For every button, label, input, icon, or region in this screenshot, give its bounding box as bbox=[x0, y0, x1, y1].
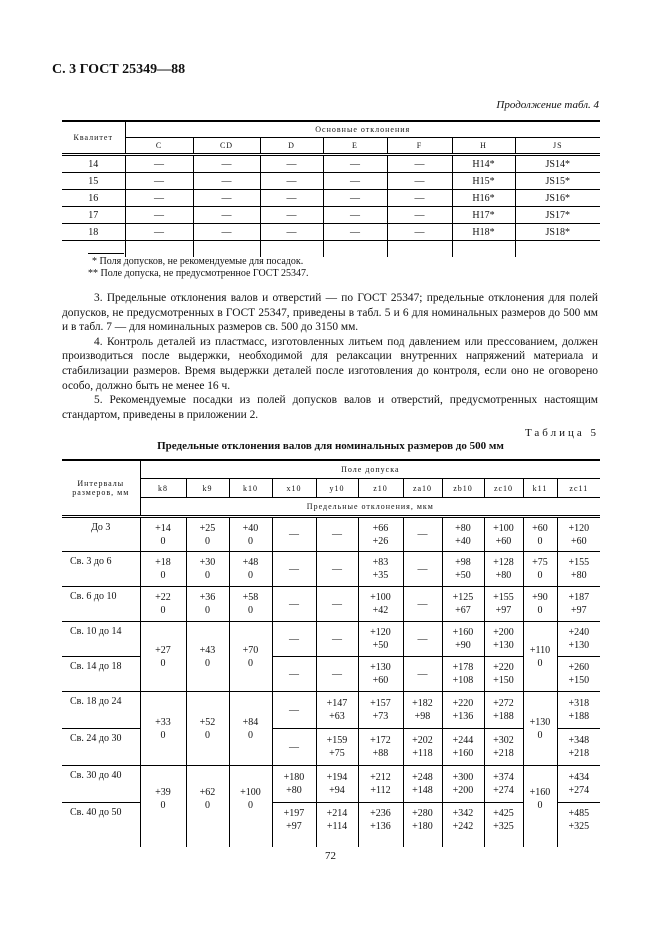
value-lower: 0 bbox=[205, 605, 210, 616]
value-upper: — bbox=[332, 529, 342, 540]
value-upper: +58 bbox=[242, 592, 259, 603]
value-upper: +155 bbox=[493, 592, 514, 603]
value-lower: 0 bbox=[248, 800, 253, 811]
table4-cell: — bbox=[125, 173, 193, 190]
value-lower: +188 bbox=[493, 711, 514, 722]
value-lower: 0 bbox=[205, 535, 210, 547]
table-row bbox=[62, 622, 600, 657]
table4-cell: — bbox=[193, 155, 260, 173]
value-upper: +80 bbox=[455, 522, 471, 534]
value-upper: +18 bbox=[155, 557, 171, 568]
table4-cell: — bbox=[260, 224, 323, 241]
value-upper: +48 bbox=[242, 557, 259, 568]
value-upper: +83 bbox=[372, 557, 389, 568]
value-lower: 0 bbox=[160, 570, 166, 581]
value-lower: +218 bbox=[493, 748, 514, 759]
value-upper: — bbox=[332, 633, 342, 645]
value-upper: +236 bbox=[370, 808, 391, 819]
value-upper: +84 bbox=[242, 716, 259, 728]
table4-cell: — bbox=[323, 224, 387, 241]
value-upper: +342 bbox=[452, 808, 474, 819]
value-lower: +136 bbox=[370, 821, 391, 832]
value-lower: +40 bbox=[455, 535, 471, 547]
value-upper: +318 bbox=[568, 698, 590, 709]
table4-col-header: JS bbox=[515, 138, 600, 155]
value-lower: +80 bbox=[286, 785, 302, 796]
value-lower: 0 bbox=[248, 657, 253, 669]
table5-col-header: k8 bbox=[140, 479, 186, 498]
value-lower: +26 bbox=[372, 535, 389, 547]
paragraph-3: 3. Предельные отклонения валов и отверстий — по ГОСТ 25347; предельные отклонения для полей допусков, не предусмотренных в ГОСТ 25347, приведены в табл. 5 и 6 для номинальных размеров до 500 мм и в табл. 7 — для номинальных размеров св. 500 до 3150 мм. bbox=[62, 292, 598, 334]
body-text bbox=[62, 291, 598, 422]
value-lower: +180 bbox=[412, 821, 433, 832]
table-row bbox=[62, 587, 600, 622]
table-5 bbox=[62, 459, 600, 847]
table4-cell: — bbox=[323, 173, 387, 190]
interval: Св. 40 до 50 bbox=[70, 807, 122, 818]
value-lower: +60 bbox=[372, 675, 389, 686]
table4-cell: — bbox=[323, 155, 387, 173]
value-upper: — bbox=[289, 598, 299, 610]
table-row bbox=[62, 155, 600, 173]
value-upper: +159 bbox=[326, 735, 348, 746]
value-lower: +200 bbox=[452, 785, 474, 796]
value-lower: 0 bbox=[537, 729, 543, 741]
value-upper: +302 bbox=[493, 735, 514, 746]
value-upper: +100 bbox=[370, 592, 391, 603]
table4-cell: — bbox=[260, 155, 323, 173]
value-lower: +73 bbox=[372, 711, 389, 722]
interval: До 3 bbox=[62, 517, 140, 552]
value-upper: +172 bbox=[370, 735, 391, 746]
value-lower: +148 bbox=[412, 785, 433, 796]
table4-col-header: H bbox=[452, 138, 515, 155]
value-lower: +63 bbox=[329, 711, 345, 722]
value-upper: +43 bbox=[199, 644, 216, 656]
table4-col-header: CD bbox=[193, 138, 260, 155]
value-lower: +160 bbox=[452, 748, 474, 759]
value-lower: +118 bbox=[412, 748, 433, 759]
value-lower: +114 bbox=[326, 821, 348, 832]
table4-cell: — bbox=[193, 190, 260, 207]
interval: Св. 6 до 10 bbox=[62, 587, 140, 622]
footnote-1: * Поля допусков, не рекомендуемые для посадок. bbox=[92, 256, 304, 267]
table-row bbox=[62, 190, 600, 207]
value-lower: 0 bbox=[248, 570, 253, 581]
value-lower: +108 bbox=[452, 675, 474, 686]
value-lower: +50 bbox=[372, 640, 389, 651]
table4-cell: — bbox=[125, 224, 193, 241]
value-lower: +218 bbox=[568, 748, 590, 759]
value-lower: +130 bbox=[493, 640, 514, 651]
value-upper: +66 bbox=[372, 522, 389, 534]
table5-col-header: k10 bbox=[229, 479, 272, 498]
value-lower: +130 bbox=[568, 640, 590, 651]
value-upper: +98 bbox=[455, 557, 471, 568]
value-upper: — bbox=[417, 668, 428, 680]
table-row bbox=[62, 207, 600, 224]
value-upper: +182 bbox=[412, 698, 433, 709]
table4-kval: 18 bbox=[62, 224, 125, 241]
value-lower: +136 bbox=[452, 711, 474, 722]
value-upper: — bbox=[332, 668, 342, 680]
table4-kval: 16 bbox=[62, 190, 125, 207]
value-lower: 0 bbox=[537, 570, 543, 581]
value-lower: +274 bbox=[493, 785, 514, 796]
table4-col-header: D bbox=[260, 138, 323, 155]
value-lower: +188 bbox=[568, 711, 590, 722]
value-upper: +272 bbox=[493, 698, 514, 709]
table-row bbox=[62, 692, 600, 729]
value-lower: 0 bbox=[537, 605, 543, 616]
table4-cell: — bbox=[125, 190, 193, 207]
value-lower: +90 bbox=[455, 640, 471, 651]
value-upper: — bbox=[332, 598, 342, 610]
value-upper: +374 bbox=[493, 772, 514, 783]
value-upper: +197 bbox=[283, 808, 305, 819]
table4-cell: — bbox=[260, 173, 323, 190]
table4-kval: 14 bbox=[62, 155, 125, 173]
value-upper: +128 bbox=[493, 557, 514, 568]
value-lower: +42 bbox=[372, 605, 389, 616]
value-lower: +60 bbox=[571, 535, 587, 547]
interval: Св. 10 до 14 bbox=[62, 622, 140, 657]
interval: Св. 18 до 24 bbox=[62, 692, 140, 729]
value-upper: +39 bbox=[155, 787, 171, 798]
table-row bbox=[62, 766, 600, 803]
value-upper: +160 bbox=[529, 787, 551, 798]
value-lower: +60 bbox=[495, 535, 512, 547]
value-upper: +244 bbox=[452, 735, 474, 746]
value-lower: +325 bbox=[493, 821, 514, 832]
value-lower: +150 bbox=[568, 675, 590, 686]
value-upper: +120 bbox=[370, 627, 391, 638]
value-lower: 0 bbox=[205, 800, 210, 811]
value-lower: 0 bbox=[248, 605, 253, 616]
value-upper: +348 bbox=[568, 735, 590, 746]
table4-cell: JS14* bbox=[515, 155, 600, 173]
footnote-2: ** Поле допуска, не предусмотренное ГОСТ 25347. bbox=[88, 268, 309, 279]
value-upper: — bbox=[289, 741, 299, 753]
value-upper: +75 bbox=[532, 557, 548, 568]
table5-label: Таблица 5 bbox=[524, 427, 599, 439]
value-lower: 0 bbox=[248, 535, 253, 547]
value-upper: +187 bbox=[568, 592, 590, 603]
value-lower: +150 bbox=[493, 675, 514, 686]
table4-cell: — bbox=[387, 190, 452, 207]
value-upper: — bbox=[289, 633, 299, 645]
table5-col-header: z10 bbox=[358, 479, 403, 498]
table-row bbox=[62, 173, 600, 190]
paragraph-5: 5. Рекомендуемые посадки из полей допусков валов и отверстий, предусмотренных настоящим стандартом, приведены в приложении 2. bbox=[62, 394, 598, 421]
value-lower: 0 bbox=[537, 535, 543, 547]
table4-cell: — bbox=[125, 155, 193, 173]
value-lower: +80 bbox=[495, 570, 512, 581]
interval: Св. 24 до 30 bbox=[62, 729, 140, 766]
value-lower: +75 bbox=[329, 748, 345, 759]
value-lower: 0 bbox=[160, 657, 166, 669]
table4-cell: — bbox=[323, 207, 387, 224]
value-lower: 0 bbox=[248, 729, 253, 741]
interval: Св. 30 до 40 bbox=[62, 766, 140, 803]
value-upper: +90 bbox=[532, 592, 548, 603]
page-header: С. 3 ГОСТ 25349—88 bbox=[52, 62, 186, 77]
table4-cell: H16* bbox=[452, 190, 515, 207]
table4-cell: H17* bbox=[452, 207, 515, 224]
table4-cell: — bbox=[125, 207, 193, 224]
value-upper: — bbox=[332, 563, 342, 575]
value-upper: +100 bbox=[493, 522, 514, 534]
value-upper: +30 bbox=[199, 557, 216, 568]
value-lower: 0 bbox=[205, 729, 210, 741]
table-row bbox=[62, 224, 600, 241]
table4-cell: H18* bbox=[452, 224, 515, 241]
table4-cell: — bbox=[260, 207, 323, 224]
value-upper: +14 bbox=[155, 522, 171, 534]
value-upper: +425 bbox=[493, 808, 514, 819]
value-lower: +325 bbox=[568, 821, 590, 832]
table5-col-header: za10 bbox=[403, 479, 442, 498]
value-upper: +178 bbox=[452, 662, 474, 673]
table-row bbox=[62, 517, 600, 552]
value-upper: +52 bbox=[199, 716, 216, 728]
table-4 bbox=[62, 120, 600, 257]
value-lower: +112 bbox=[370, 785, 391, 796]
value-upper: +157 bbox=[370, 698, 391, 709]
footnote-divider bbox=[88, 253, 124, 254]
value-lower: 0 bbox=[160, 605, 166, 616]
table5-col-header: zc10 bbox=[484, 479, 523, 498]
value-lower: +80 bbox=[571, 570, 587, 581]
interval: Св. 3 до 6 bbox=[62, 552, 140, 587]
table4-col-header: E bbox=[323, 138, 387, 155]
value-upper: +434 bbox=[568, 772, 590, 783]
value-lower: +274 bbox=[568, 785, 590, 796]
value-lower: +97 bbox=[571, 605, 587, 616]
table4-cell: JS17* bbox=[515, 207, 600, 224]
value-upper: +248 bbox=[412, 772, 433, 783]
table-continuation-label: Продолжение табл. 4 bbox=[496, 99, 599, 111]
table5-title: Предельные отклонения валов для номинальных размеров до 500 мм bbox=[157, 440, 504, 452]
table-row bbox=[62, 552, 600, 587]
value-upper: +130 bbox=[529, 716, 551, 728]
value-upper: +160 bbox=[452, 627, 474, 638]
table4-cell: JS15* bbox=[515, 173, 600, 190]
table4-cell: H15* bbox=[452, 173, 515, 190]
value-upper: +36 bbox=[199, 592, 216, 603]
value-upper: — bbox=[289, 704, 299, 716]
table5-header-interval: Интервалы размеров, мм bbox=[62, 460, 140, 517]
value-upper: +100 bbox=[240, 787, 261, 798]
value-upper: +180 bbox=[283, 772, 305, 783]
value-lower: +88 bbox=[372, 748, 389, 759]
value-lower: +98 bbox=[414, 711, 431, 722]
value-lower: 0 bbox=[160, 535, 166, 547]
table4-cell: — bbox=[193, 173, 260, 190]
table4-cell: JS18* bbox=[515, 224, 600, 241]
value-lower: 0 bbox=[537, 657, 543, 669]
table4-kval: 17 bbox=[62, 207, 125, 224]
page-number: 72 bbox=[325, 850, 336, 862]
value-upper: +485 bbox=[568, 808, 590, 819]
value-lower: +94 bbox=[329, 785, 345, 796]
value-upper: — bbox=[289, 668, 299, 680]
value-upper: +202 bbox=[412, 735, 433, 746]
table5-units-header: Предельные отклонения, мкм bbox=[140, 498, 600, 517]
value-lower: +242 bbox=[452, 821, 474, 832]
value-upper: — bbox=[417, 529, 428, 540]
table5-col-header: k9 bbox=[186, 479, 229, 498]
table4-cell: — bbox=[323, 190, 387, 207]
table4-cell: — bbox=[387, 155, 452, 173]
value-upper: +300 bbox=[452, 772, 474, 783]
value-upper: +22 bbox=[155, 592, 171, 603]
table4-cell: — bbox=[387, 173, 452, 190]
value-upper: +147 bbox=[326, 698, 348, 709]
value-lower: +97 bbox=[495, 605, 512, 616]
value-upper: — bbox=[417, 633, 428, 645]
value-upper: +70 bbox=[242, 644, 259, 656]
table5-col-header: zb10 bbox=[442, 479, 484, 498]
value-upper: +220 bbox=[493, 662, 514, 673]
table4-cell: JS16* bbox=[515, 190, 600, 207]
value-lower: 0 bbox=[160, 800, 166, 811]
value-upper: +280 bbox=[412, 808, 433, 819]
value-upper: +120 bbox=[568, 522, 590, 534]
value-upper: +200 bbox=[493, 627, 514, 638]
value-lower: 0 bbox=[537, 800, 543, 811]
paragraph-4: 4. Контроль деталей из пластмасс, изготовленных литьем под давлением или прессованием, должен производиться после выдержки, необходимой для релаксации внутренних напряжений материала и стабилизации размеров. Время выдержки деталей после изготовления до контроля, если оно не оговорено особо, должно быть не менее 16 ч. bbox=[62, 335, 598, 392]
table5-col-header: x10 bbox=[272, 479, 316, 498]
value-lower: +97 bbox=[286, 821, 302, 832]
table4-cell: — bbox=[193, 224, 260, 241]
value-upper: +240 bbox=[568, 627, 590, 638]
table4-cell: — bbox=[260, 190, 323, 207]
value-upper: +27 bbox=[155, 644, 171, 656]
value-upper: +60 bbox=[532, 522, 548, 534]
value-upper: +110 bbox=[529, 644, 551, 656]
value-upper: +40 bbox=[242, 522, 259, 534]
value-lower: +35 bbox=[372, 570, 389, 581]
table4-cell: H14* bbox=[452, 155, 515, 173]
value-upper: +62 bbox=[199, 787, 216, 798]
value-lower: 0 bbox=[205, 657, 210, 669]
value-upper: +220 bbox=[452, 698, 474, 709]
value-upper: +155 bbox=[568, 557, 590, 568]
value-upper: +130 bbox=[370, 662, 391, 673]
value-lower: 0 bbox=[160, 729, 166, 741]
value-upper: +212 bbox=[370, 772, 391, 783]
table4-header-kvalitet: Квалитет bbox=[62, 121, 125, 155]
value-upper: +260 bbox=[568, 662, 590, 673]
table5-group-header: Поле допуска bbox=[140, 460, 600, 479]
table4-cell: — bbox=[387, 207, 452, 224]
value-lower: +67 bbox=[455, 605, 471, 616]
table4-group-header: Основные отклонения bbox=[125, 121, 600, 138]
table5-col-header: zc11 bbox=[557, 479, 600, 498]
value-upper: — bbox=[417, 563, 428, 575]
value-lower: +50 bbox=[455, 570, 471, 581]
table4-cell: — bbox=[193, 207, 260, 224]
value-upper: — bbox=[289, 529, 299, 540]
interval: Св. 14 до 18 bbox=[62, 657, 140, 692]
value-upper: +214 bbox=[326, 808, 348, 819]
table4-kval: 15 bbox=[62, 173, 125, 190]
value-upper: +125 bbox=[452, 592, 474, 603]
table4-col-header: C bbox=[125, 138, 193, 155]
table5-col-header: y10 bbox=[316, 479, 358, 498]
value-upper: +194 bbox=[326, 772, 348, 783]
value-upper: — bbox=[417, 598, 428, 610]
value-upper: — bbox=[289, 563, 299, 575]
table4-cell: — bbox=[387, 224, 452, 241]
table4-col-header: F bbox=[387, 138, 452, 155]
value-upper: +25 bbox=[199, 522, 216, 534]
value-upper: +33 bbox=[155, 716, 171, 728]
value-lower: 0 bbox=[205, 570, 210, 581]
table5-col-header: k11 bbox=[523, 479, 557, 498]
